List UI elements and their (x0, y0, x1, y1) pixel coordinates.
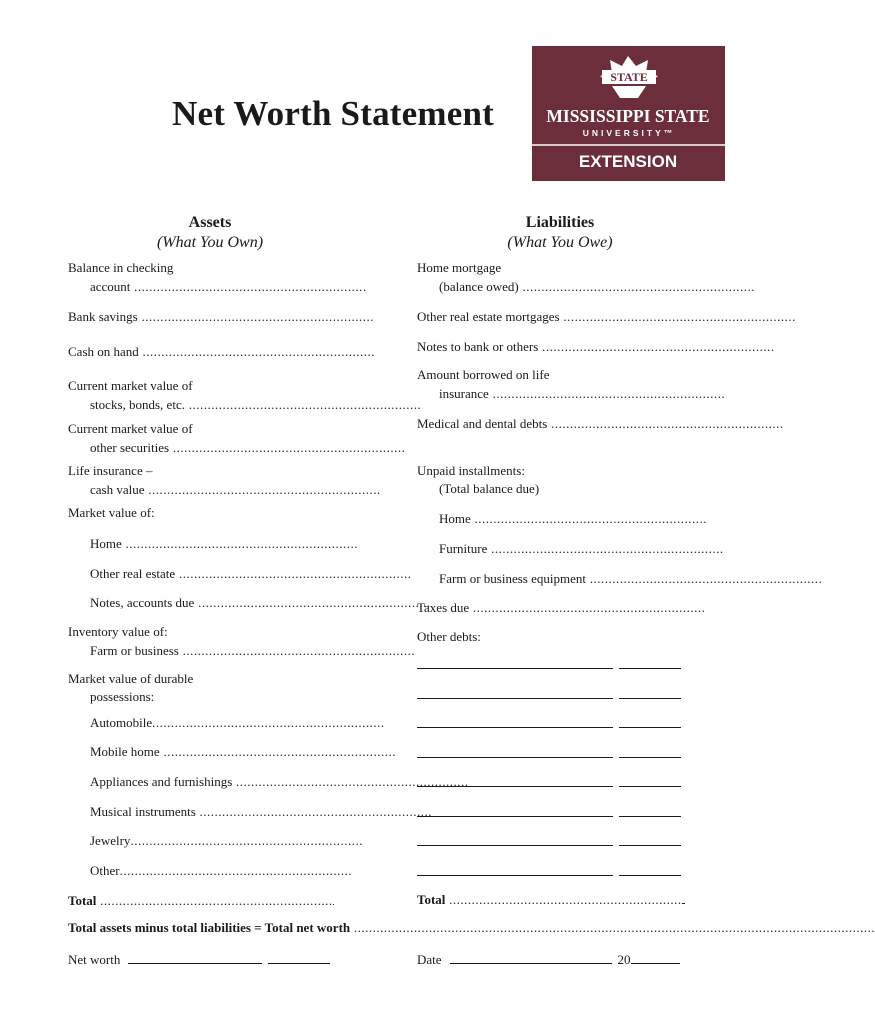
asset-durable-label: Market value of durable possessions: (68, 671, 194, 704)
asset-other: Other .............................................................. (90, 863, 353, 878)
liabilities-subheading: (What You Owe) (507, 234, 613, 251)
other-debt-description-field[interactable] (417, 655, 613, 669)
other-debt-line (417, 862, 685, 880)
liability-taxes: Taxes due .............................................................. (417, 600, 706, 615)
other-debt-line (417, 655, 685, 673)
other-debt-amount-field[interactable] (619, 832, 681, 846)
net-worth-line: Net worth (68, 950, 334, 968)
liability-total: Total .............................................................. (417, 890, 685, 908)
asset-total-field[interactable] (333, 891, 334, 905)
other-debt-amount-field[interactable] (619, 744, 681, 758)
other-debt-amount-field[interactable] (619, 714, 681, 728)
liability-home: Home .............................................................. (439, 511, 708, 526)
net-worth-formula: Total assets minus total liabilities = Total net worth ........................................................................................................................................... (68, 920, 875, 935)
other-debt-description-field[interactable] (417, 803, 613, 817)
other-debt-line (417, 773, 685, 791)
other-debt-line (417, 832, 685, 850)
other-debt-amount-field[interactable] (619, 655, 681, 669)
asset-inventory: Inventory value of: Farm or business .............................................................. (68, 624, 416, 658)
liability-furniture: Furniture .............................................................. (439, 541, 724, 556)
liability-notes: Notes to bank or others .............................................................. (417, 339, 775, 354)
asset-appliances: Appliances and furnishings .............................................................. (90, 774, 469, 789)
liability-borrowed: Amount borrowed on life insurance .............................................................. (417, 367, 726, 401)
other-debt-line (417, 685, 685, 703)
other-debt-amount-field[interactable] (619, 803, 681, 817)
other-debt-description-field[interactable] (417, 714, 613, 728)
asset-home: Home .............................................................. (90, 536, 359, 551)
date-field[interactable] (450, 950, 612, 964)
msu-extension-logo (532, 46, 725, 181)
other-debt-description-field[interactable] (417, 744, 613, 758)
asset-notes-due: Notes, accounts due .............................................................. (90, 595, 431, 610)
asset-total: Total .............................................................. (68, 893, 333, 908)
other-debt-amount-field[interactable] (619, 773, 681, 787)
liabilities-header (460, 213, 660, 253)
asset-automobile: Automobile .............................................................. (90, 715, 385, 730)
net-worth-amount-field[interactable] (268, 950, 330, 964)
asset-jewelry: Jewelry .............................................................. (90, 833, 363, 848)
other-debt-line (417, 803, 685, 821)
year-field[interactable] (631, 950, 680, 964)
assets-header (110, 213, 310, 253)
assets-heading: Assets (188, 214, 232, 231)
liabilities-heading: Liabilities (525, 214, 595, 231)
other-debt-description-field[interactable] (417, 773, 613, 787)
asset-securities: Current market value of other securities .............................................................. (68, 421, 406, 455)
page-title: Net Worth Statement (172, 94, 494, 133)
logo-badge-text: STATE (610, 70, 648, 84)
liability-other-debts-label: Other debts: (417, 629, 481, 644)
liability-medical: Medical and dental debts .............................................................. (417, 416, 784, 431)
asset-life-insurance: Life insurance – cash value .............................................................. (68, 463, 381, 497)
asset-checking: Balance in checking account .............................................................. (68, 260, 367, 294)
asset-market-value-label: Market value of: (68, 505, 155, 520)
other-debt-amount-field[interactable] (619, 685, 681, 699)
assets-subheading: (What You Own) (156, 234, 264, 251)
liability-other-mortgages: Other real estate mortgages .............................................................. (417, 309, 796, 324)
other-debt-description-field[interactable] (417, 862, 613, 876)
other-debt-amount-field[interactable] (619, 862, 681, 876)
asset-savings: Bank savings .............................................................. (68, 309, 374, 324)
other-debt-line (417, 714, 685, 732)
logo-sub-text: UNIVERSITY™ (582, 128, 676, 138)
liability-farm: Farm or business equipment .............................................................. (439, 571, 823, 586)
logo-unit-text: EXTENSION (578, 152, 678, 171)
net-worth-name-field[interactable] (128, 950, 262, 964)
liability-installments: Unpaid installments: (Total balance due) (417, 463, 540, 496)
asset-cash: Cash on hand .............................................................. (68, 344, 376, 359)
liability-mortgage: Home mortgage (balance owed) .............................................................. (417, 260, 756, 294)
asset-mobile-home: Mobile home .............................................................. (90, 744, 396, 759)
date-line: Date 20 (417, 950, 685, 968)
asset-other-real-estate: Other real estate .............................................................. (90, 566, 412, 581)
logo-name-text: MISSISSIPPI STATE (546, 106, 710, 126)
liability-total-field[interactable] (682, 890, 685, 904)
other-debt-description-field[interactable] (417, 832, 613, 846)
other-debt-line (417, 744, 685, 762)
msu-logo-graphic (532, 46, 725, 181)
asset-musical: Musical instruments .............................................................. (90, 804, 433, 819)
other-debt-description-field[interactable] (417, 685, 613, 699)
asset-stocks: Current market value of stocks, bonds, etc. .............................................................. (68, 378, 422, 412)
